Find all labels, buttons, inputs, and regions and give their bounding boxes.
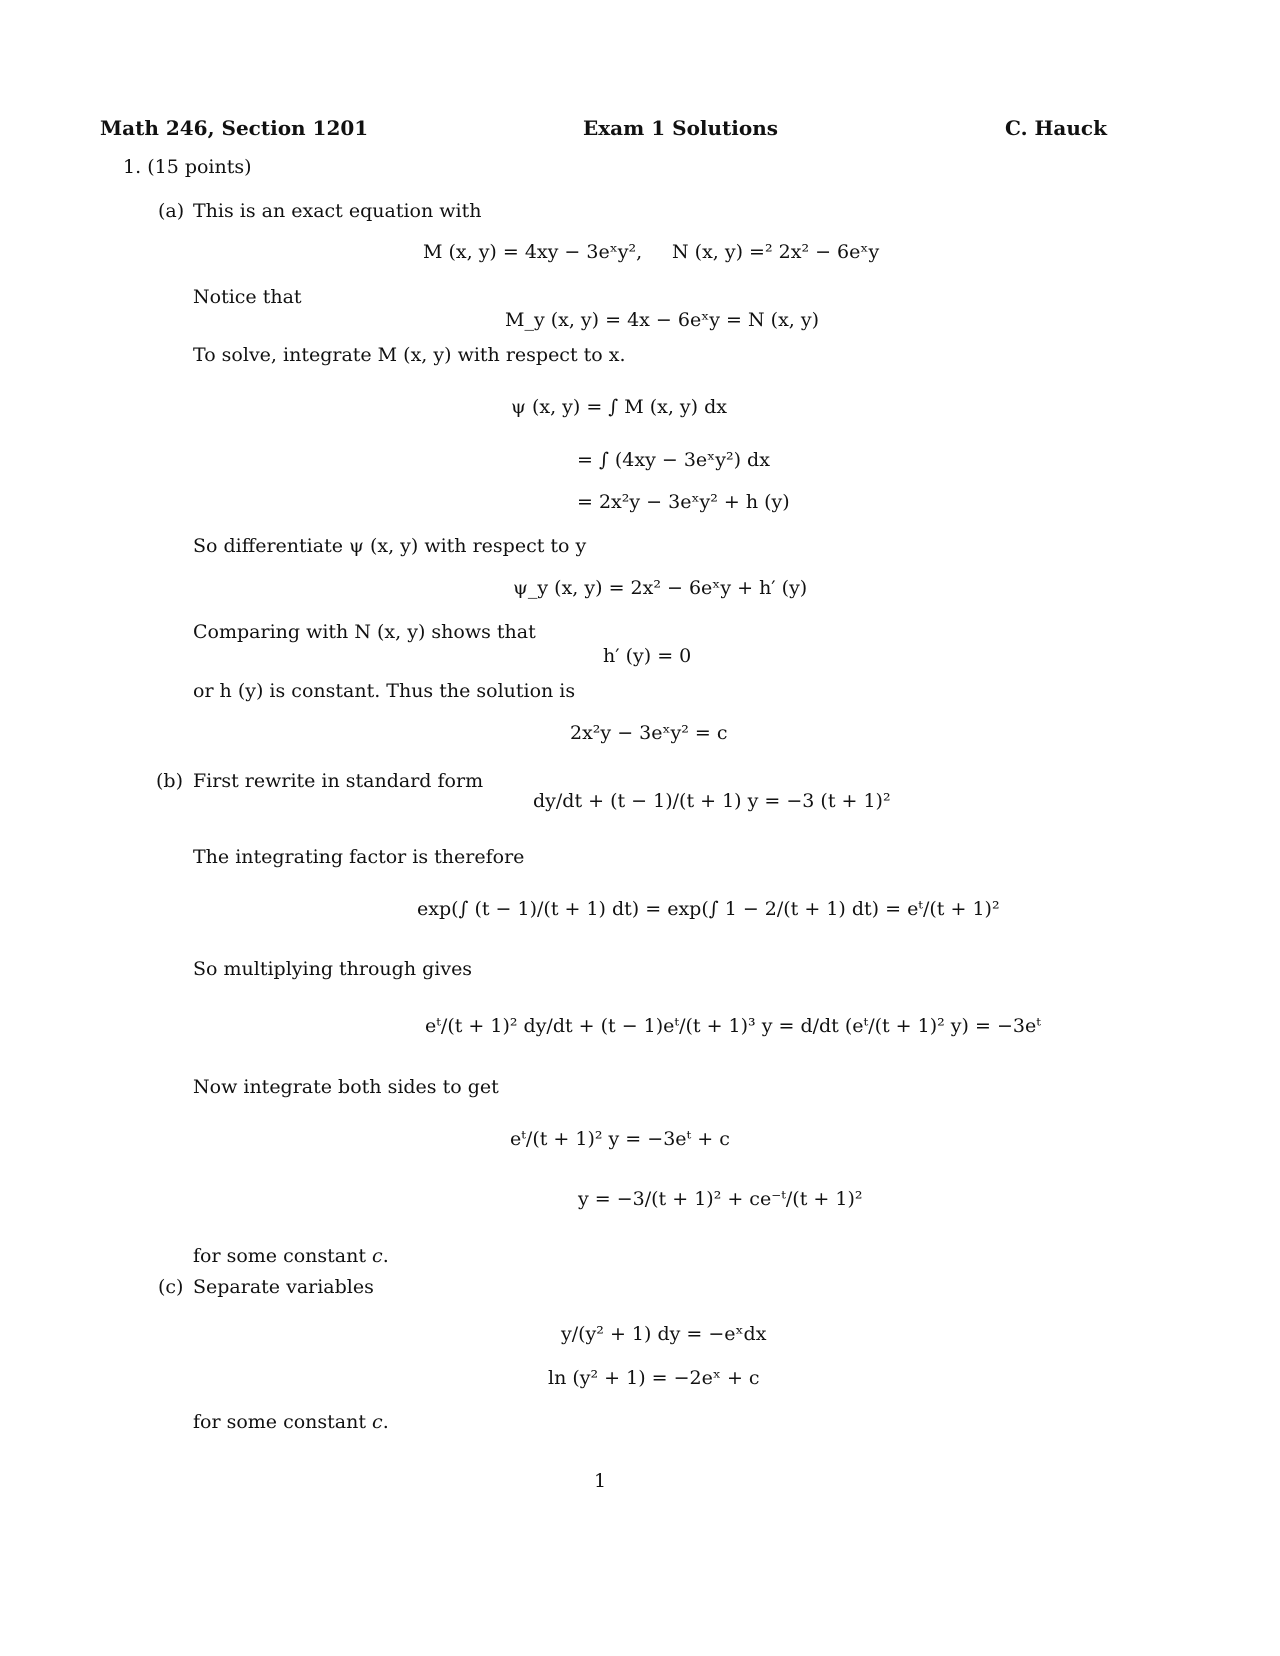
page-number: 1 (594, 1470, 607, 1492)
integrating-factor-equation: exp(∫ (t − 1)/(t + 1) dt) = exp(∫ 1 − 2/(t + 1) dt) = eᵗ/(t + 1)² (417, 898, 1000, 920)
equation-M: M (x, y) = 4xy − 3eˣy², (423, 241, 643, 263)
part-c-label: (c) (158, 1276, 184, 1298)
problem-number: 1. (123, 156, 142, 178)
notice-text: Notice that (193, 286, 302, 308)
part-c-intro: Separate variables (193, 1276, 374, 1298)
constant-text-pre: for some constant (193, 1411, 373, 1433)
part-a-label: (a) (158, 200, 185, 222)
psi-line-3: = 2x²y − 3eˣy² + h (y) (577, 491, 790, 513)
compare-text: Comparing with N (x, y) shows that (193, 621, 536, 643)
integrating-factor-text: The integrating factor is therefore (193, 846, 525, 868)
equation-N: N (x, y) =² 2x² − 6eˣy (672, 241, 880, 263)
equation-h-prime: h′ (y) = 0 (603, 645, 692, 667)
constant-text-post: . (382, 1245, 389, 1267)
psi-line-2: = ∫ (4xy − 3eˣy²) dx (577, 449, 770, 471)
part-b-intro: First rewrite in standard form (193, 770, 484, 792)
constant-var: c (372, 1411, 383, 1433)
solution-a: 2x²y − 3eˣy² = c (570, 722, 728, 744)
solve-text: To solve, integrate M (x, y) with respect to x. (193, 344, 626, 366)
constant-text: or h (y) is constant. Thus the solution is (193, 680, 576, 702)
standard-form-equation: dy/dt + (t − 1)/(t + 1) y = −3 (t + 1)² (533, 790, 891, 812)
integrated-equation-2: y = −3/(t + 1)² + ce⁻ᵗ/(t + 1)² (578, 1188, 863, 1210)
constant-text-post: . (382, 1411, 389, 1433)
psi-line-1: ψ (x, y) = ∫ M (x, y) dx (511, 396, 727, 418)
integrated-equation-1: eᵗ/(t + 1)² y = −3eᵗ + c (510, 1128, 730, 1150)
part-b-constant-text (193, 1245, 389, 1267)
equation-psi-y: ψ_y (x, y) = 2x² − 6eˣy + h′ (y) (513, 577, 808, 599)
multiplied-equation: eᵗ/(t + 1)² dy/dt + (t − 1)eᵗ/(t + 1)³ y = d/dt (eᵗ/(t + 1)² y) = −3eᵗ (425, 1015, 1041, 1037)
part-c-constant-text (193, 1411, 389, 1433)
problem-points: (15 points) (147, 156, 252, 178)
problem-heading (123, 156, 252, 178)
separated-equation-2: ln (y² + 1) = −2eˣ + c (548, 1367, 760, 1389)
multiply-text: So multiplying through gives (193, 958, 473, 980)
integrate-text: Now integrate both sides to get (193, 1076, 499, 1098)
differentiate-text: So differentiate ψ (x, y) with respect to y (193, 535, 587, 557)
constant-var: c (372, 1245, 383, 1267)
part-a-intro: This is an exact equation with (193, 200, 482, 222)
constant-text-pre: for some constant (193, 1245, 373, 1267)
document-title: Exam 1 Solutions (583, 116, 779, 140)
equation-My: M_y (x, y) = 4x − 6eˣy = N (x, y) (505, 309, 820, 331)
course-title: Math 246, Section 1201 (100, 116, 369, 140)
author-name: C. Hauck (1005, 116, 1107, 140)
separated-equation-1: y/(y² + 1) dy = −eˣdx (561, 1323, 767, 1345)
part-b-label: (b) (156, 770, 183, 792)
